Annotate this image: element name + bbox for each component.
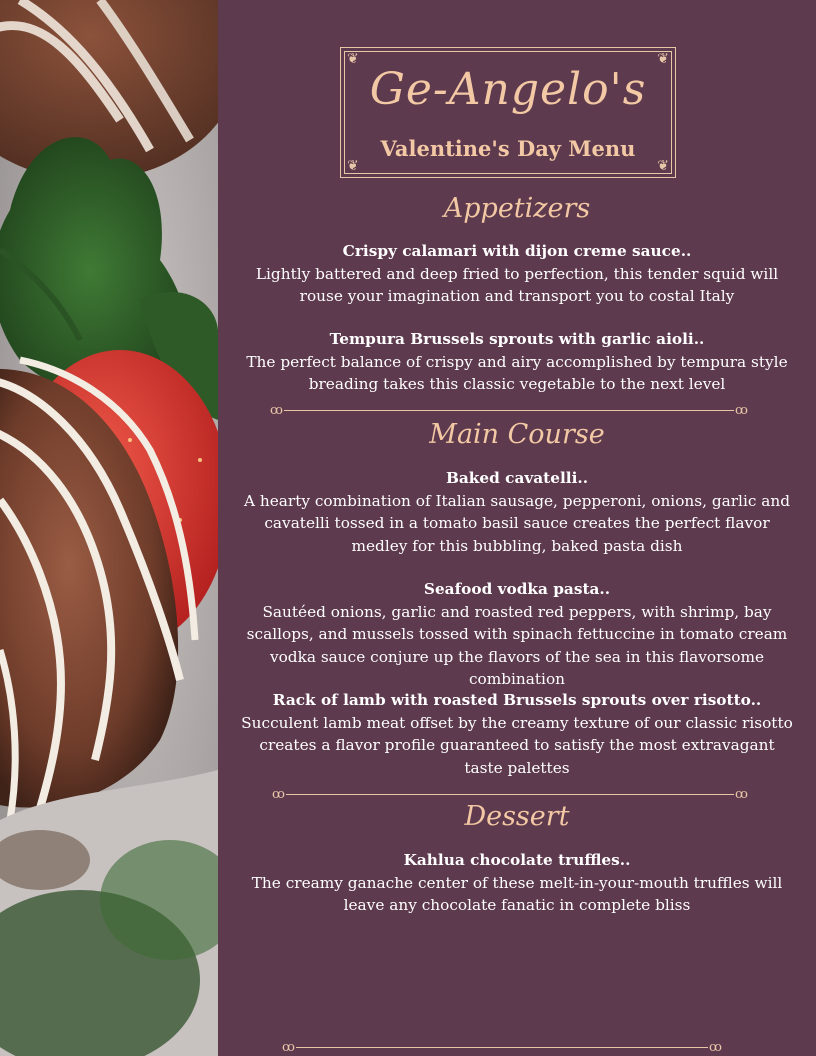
- menu-item-name: Rack of lamb with roasted Brussels sprouts over risotto..: [272, 691, 762, 709]
- menu-item-name: Baked cavatelli..: [445, 469, 589, 487]
- corner-flourish-icon: ❦: [347, 158, 359, 174]
- menu-item-description: Succulent lamb meat offset by the creamy texture of our classic risotto creates a flavor profile guaranteed to satisfy the most extravagant taste palettes: [241, 713, 793, 777]
- menu-item-description: The creamy ganache center of these melt-in-your-mouth truffles will leave any chocolate fanatic in complete bliss: [251, 873, 783, 914]
- section-title-main-course: Main Course: [429, 419, 605, 450]
- title-frame: [340, 47, 676, 178]
- menu-item: [238, 849, 796, 917]
- section-divider: [272, 788, 748, 802]
- corner-flourish-icon: ❦: [657, 158, 669, 174]
- menu-item: [238, 467, 796, 557]
- menu-item: [238, 240, 796, 308]
- menu-item-description: A hearty combination of Italian sausage, pepperoni, onions, garlic and cavatelli tossed in a tomato basil sauce creates the perfect flavor medley for this bubbling, baked pasta dish: [243, 491, 791, 555]
- divider-scroll-icon: ꝏ: [272, 787, 285, 802]
- menu-item-description: Sautéed onions, garlic and roasted red peppers, with shrimp, bay scallops, and mussels tossed with spinach fettuccine in tomato cream vodka sauce conjure up the flavors of the sea in this flavorsome combination: [246, 602, 788, 688]
- menu-item: [238, 328, 796, 396]
- menu-item-description: Lightly battered and deep fried to perfection, this tender squid will rouse your imagination and transport you to costal Italy: [255, 264, 779, 305]
- divider-scroll-icon: ꝏ: [735, 787, 748, 802]
- bottom-divider: [282, 1041, 722, 1055]
- corner-flourish-icon: ❦: [347, 51, 359, 67]
- menu-title: Valentine's Day Menu: [380, 136, 636, 161]
- section-divider: [270, 404, 748, 418]
- menu-panel: [218, 0, 816, 1056]
- menu-item: [238, 578, 796, 691]
- menu-item-name: Seafood vodka pasta..: [423, 580, 611, 598]
- menu-item-name: Crispy calamari with dijon creme sauce..: [342, 242, 692, 260]
- divider-scroll-icon: ꝏ: [735, 403, 748, 418]
- chocolate-strawberry-photo: [0, 0, 218, 1056]
- divider-scroll-icon: ꝏ: [282, 1040, 295, 1055]
- menu-item-description: The perfect balance of crispy and airy accomplished by tempura style breading takes this classic vegetable to the next level: [246, 352, 788, 393]
- restaurant-name: Ge-Angelo's: [369, 64, 647, 115]
- menu-item-name: Kahlua chocolate truffles..: [403, 851, 631, 869]
- chocolate-strawberry-illustration: [0, 0, 218, 1056]
- menu-item: [238, 689, 796, 779]
- section-title-dessert: Dessert: [464, 801, 570, 832]
- corner-flourish-icon: ❦: [657, 51, 669, 67]
- menu-item-name: Tempura Brussels sprouts with garlic aioli..: [329, 330, 705, 348]
- divider-scroll-icon: ꝏ: [270, 403, 283, 418]
- divider-scroll-icon: ꝏ: [709, 1040, 722, 1055]
- section-title-appetizers: Appetizers: [443, 193, 591, 224]
